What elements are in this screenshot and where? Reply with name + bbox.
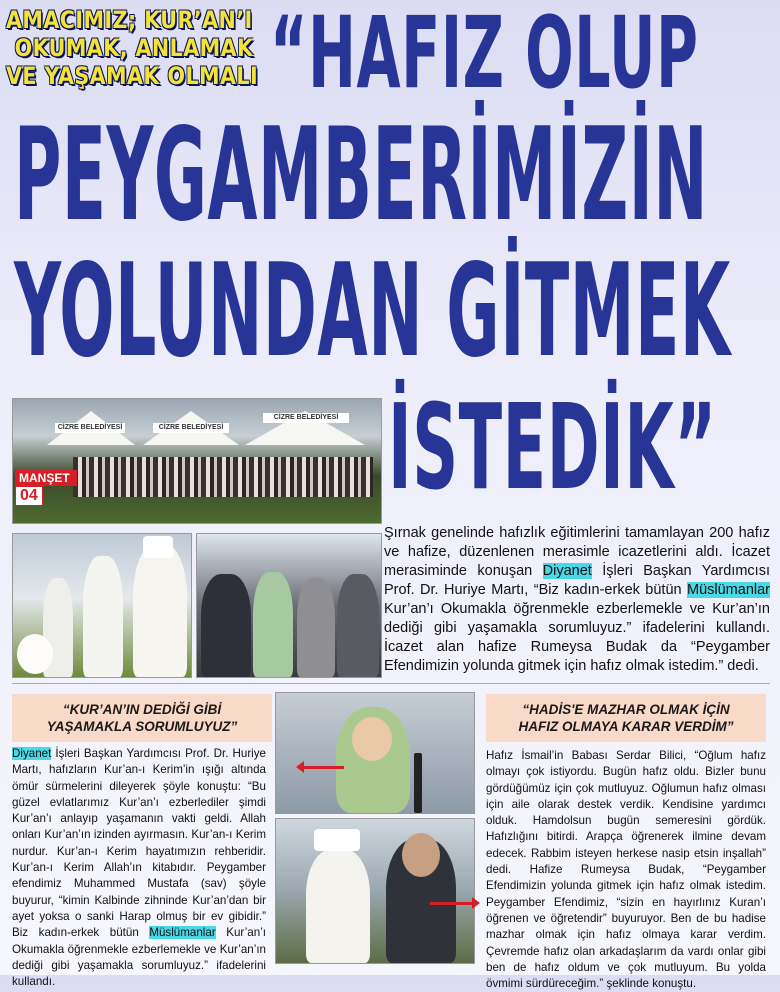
- highlight-muslumanlar-2[interactable]: Müslümanlar: [149, 926, 216, 940]
- headline-line-4: İSTEDİK”: [388, 378, 717, 516]
- arrow-right-icon: [430, 902, 476, 905]
- graduates-photo: [12, 533, 192, 678]
- lead-paragraph: [384, 524, 770, 676]
- right-body: Hafız İsmail’in Babası Serdar Bilici, “Oğlum hafız olmayı çok istiyordu. Bugün hafız oldu. Bizler bunu gördüğümüz için çok mutluyuz. Oğlumun hafız olması için aile olarak destek verdik. Kendisine yardımcı olduk. Hamdolsun bugün semeresini gördük. Hafızlığını bitirdi. Arapça öğrenerek ilmine devam edecek. Rabbim isteyen herkese nasip etsin inşallah” dedi. Hafize Rumeysa Budak, “Peygamber Efendimizin yolunda gitmek için hafız olmak istedim. Peygamber Efendimiz, “sizin en hayırlınız Kuran’ı öğrenen ve öğretendir” buyuruyor. Ben de bu hadise mazhar olmak için hafız olmaya karar verdim. Çevremde hafız olan arkadaşlarım da vardı onlar gibi ben de hafız oldum ve çok mutluyum. Bu yolda övmimi sürdüreceğim.” şeklinde konuştu.: [486, 749, 766, 991]
- tent-banner-1: CİZRE BELEDİYESİ: [55, 423, 125, 433]
- right-subhead-line-2: HAFIZ OLMAYA KARAR VERDİM”: [518, 719, 734, 734]
- father-son-photo: [275, 818, 475, 964]
- tent-banner-2: CİZRE BELEDİYESİ: [153, 423, 229, 433]
- left-body-text-2: Kur’an’ı Okumakla öğrenmekle ezberlemekle ve Kur’an’ın dediği gibi yaşamakla sorumluyuz.” ifadelerini kullandı.: [12, 926, 266, 989]
- manset-badge: [15, 470, 77, 506]
- manset-number: 04: [15, 486, 43, 506]
- right-subhead-line-1: “HADİS'E MAZHAR OLMAK İÇİN: [522, 702, 730, 717]
- tent-banner-3: CİZRE BELEDİYESİ: [263, 413, 349, 423]
- highlight-diyanet[interactable]: Diyanet: [542, 563, 592, 579]
- left-body: [12, 746, 266, 990]
- left-subhead-line-1: “KUR’AN’IN DEDİĞİ GİBİ: [62, 702, 222, 717]
- left-body-text-1: İşleri Başkan Yardımcısı Prof. Dr. Huriye Martı, hafızların Kur’an-ı Kerim’in ışığı altında ömür sürmelerini dileyerek şöyle konuştu: “Bu güzel evlatlarımız Kur’an’ı ezberlediler şimdi Kur’an’ı anlayıp yaşamanın vakti geldi. Allah onları Kur’an’ın izinden ayırmasın. Kur’an-ı Kerim nurdur. Kur’an-ı Kerim hayatımızın rehberidir. Kur’an-ı Kerim Allah’ın kitabıdır. Peygamber efendimiz Muhammed Mustafa (sav) şöyle buyurur, “kimin Kalbinde zihninde Kur’an’dan bir ayet yoksa o sanki Harap olmuş bir ev gibidir.” Biz kadın-erkek bütün: [12, 747, 266, 940]
- kicker: [0, 4, 274, 92]
- kicker-line-3: VE YAŞAMAK OLMALI: [6, 62, 259, 90]
- left-subhead: [12, 694, 272, 742]
- arrow-left-icon: [300, 766, 344, 769]
- headline-line-2: PEYGAMBERİMİZİN: [14, 101, 708, 250]
- speaker-photo: [275, 692, 475, 814]
- section-divider: [12, 683, 770, 684]
- diploma-ceremony-photo: [196, 533, 382, 678]
- crowd-shape: [73, 457, 373, 497]
- right-subhead: [486, 694, 766, 742]
- kicker-line-2: OKUMAK, ANLAMAK: [14, 34, 254, 62]
- highlight-muslumanlar[interactable]: Müslümanlar: [687, 582, 770, 598]
- highlight-diyanet-2[interactable]: Diyanet: [12, 747, 52, 760]
- lead-text-2: İşleri Başkan Yardımcısı Prof. Dr. Huriye Martı, “Biz kadın-erkek bütün: [384, 563, 770, 598]
- kicker-line-1: AMACIMIZ; KUR’AN’I: [6, 6, 253, 34]
- lead-text-1: Şırnak genelinde hafızlık eğitimlerini tamamlayan 200 hafız ve hafize, düzenlenen merasimle icazetlerini aldı. İcazet merasiminde konuşan: [384, 525, 770, 579]
- headline-line-3: YOLUNDAN GİTMEK: [14, 237, 731, 386]
- headline-line-1: “HAFIZ OLUP: [270, 0, 699, 111]
- manset-label: MANŞET: [15, 470, 77, 486]
- left-subhead-line-2: YAŞAMAKLA SORUMLUYUZ”: [46, 719, 238, 734]
- lead-text-3: Kur’an’ı Okumakla öğrenmekle ezberlemekle ve Kur’an’ın dediği gibi yaşamakla sorumluyuz.” ifadelerini kullandı. İcazet alan hafize Rumeysa Budak da “Peygamber Efendimizin yolunda gitmek için hafız olmak istedim.” dedi.: [384, 601, 770, 674]
